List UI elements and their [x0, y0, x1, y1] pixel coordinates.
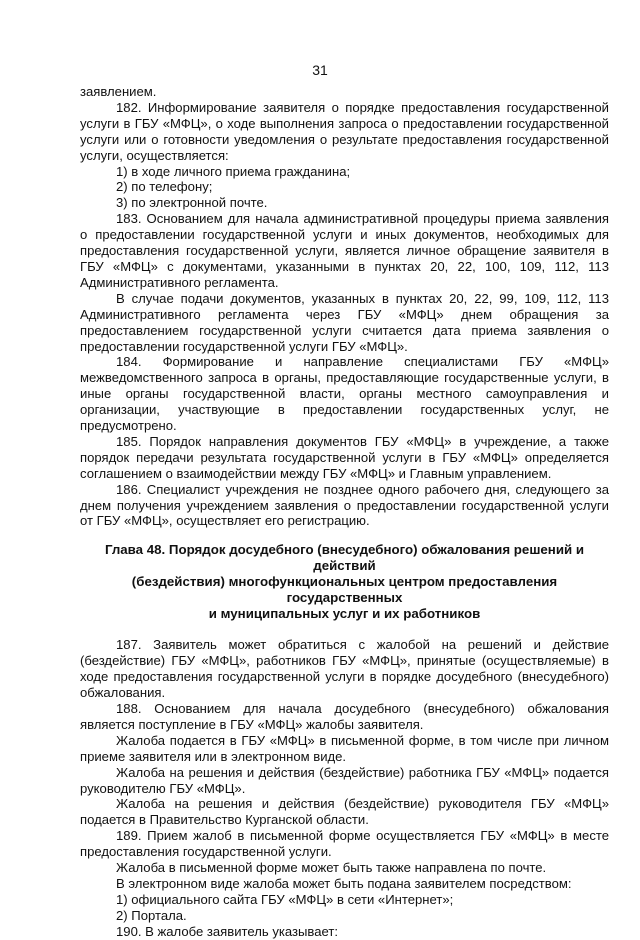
paragraph: В случае подачи документов, указанных в пунктах 20, 22, 99, 109, 112, 113 Административного регламента через ГБУ «МФЦ» днем обращения за предоставлением государственной услуги считается дата приема заявления о предоставлении государственной услуги ГБУ «МФЦ». [80, 290, 609, 354]
page-number: 31 [312, 62, 328, 78]
paragraph: 185. Порядок направления документов ГБУ «МФЦ» в учреждение, а также порядок передачи результата государственной услуги в ГБУ «МФЦ» определяется соглашением о взаимодействии между ГБУ «МФЦ» и Главным управлением. [80, 433, 609, 481]
paragraph: заявлением. [80, 84, 157, 99]
paragraph: 2) по телефону; [116, 179, 213, 195]
paragraph: Жалоба на решения и действия (бездействие) руководителя ГБУ «МФЦ» подается в Правительство Курганской области. [80, 796, 609, 828]
paragraph: 2) Портала. [116, 907, 187, 923]
chapter-heading [80, 542, 609, 622]
document-body [80, 84, 609, 940]
paragraph: Жалоба на решения и действия (бездействие) работника ГБУ «МФЦ» подается руководителю ГБУ «МФЦ». [80, 764, 609, 796]
paragraph: 186. Специалист учреждения не позднее одного рабочего дня, следующего за днем получения учреждением заявления о предоставлении государственной услуги от ГБУ «МФЦ», осуществляет его регистрацию. [80, 481, 609, 529]
paragraphs-before-heading [80, 84, 609, 529]
chapter-heading-line: и муниципальных услуг и их работников [208, 606, 481, 622]
paragraph: 1) в ходе личного приема гражданина; [116, 163, 351, 179]
paragraph: В электронном виде жалоба может быть подана заявителем посредством: [116, 875, 572, 891]
chapter-heading-line: (бездействия) многофункциональных центром предоставления государственных [131, 574, 558, 606]
paragraph: 182. Информирование заявителя о порядке предоставления государственной услуги в ГБУ «МФЦ», о ходе выполнения запроса о предоставлении государственной услуги или о готовности уведомления о результате предоставления государственной услуги, осуществляется: [80, 99, 609, 163]
paragraphs-after-heading [80, 637, 609, 939]
paragraph: 184. Формирование и направление специалистами ГБУ «МФЦ» межведомственного запроса в органы, предоставляющие государственные услуги, в иные органы государственной власти, органы местного самоуправления и организации, участвующие в предоставлении государственных услуг, не предусмотрено. [80, 354, 609, 434]
paragraph: 3) по электронной почте. [116, 195, 268, 211]
paragraph: 189. Прием жалоб в письменной форме осуществляется ГБУ «МФЦ» в месте предоставления государственной услуги. [80, 828, 609, 860]
paragraph: Жалоба в письменной форме может быть также направлена по почте. [116, 860, 547, 876]
paragraph: 190. В жалобе заявитель указывает: [116, 923, 339, 939]
chapter-heading-line: Глава 48. Порядок досудебного (внесудебного) обжалования решений и действий [104, 542, 585, 574]
paragraph: 187. Заявитель может обратиться с жалобой на решений и действие (бездействие) ГБУ «МФЦ», работников ГБУ «МФЦ», принятые (осуществляемые) в ходе предоставления государственной услуги в порядке досудебного (внесудебного) обжалования. [80, 637, 609, 701]
paragraph: 1) официального сайта ГБУ «МФЦ» в сети «Интернет»; [116, 891, 454, 907]
paragraph: 188. Основанием для начала досудебного (внесудебного) обжалования является поступление в ГБУ «МФЦ» жалобы заявителя. [80, 701, 609, 732]
paragraph: 183. Основанием для начала административной процедуры приема заявления о предоставлении государственной услуги и иных документов, необходимых для предоставления государственной услуги, является личное обращение заявителя в ГБУ «МФЦ» с документами, указанными в пунктах 20, 22, 100, 109, 112, 113 Административного регламента. [80, 211, 609, 290]
paragraph: Жалоба подается в ГБУ «МФЦ» в письменной форме, в том числе при личном приеме заявителя или в электронном виде. [80, 732, 609, 764]
